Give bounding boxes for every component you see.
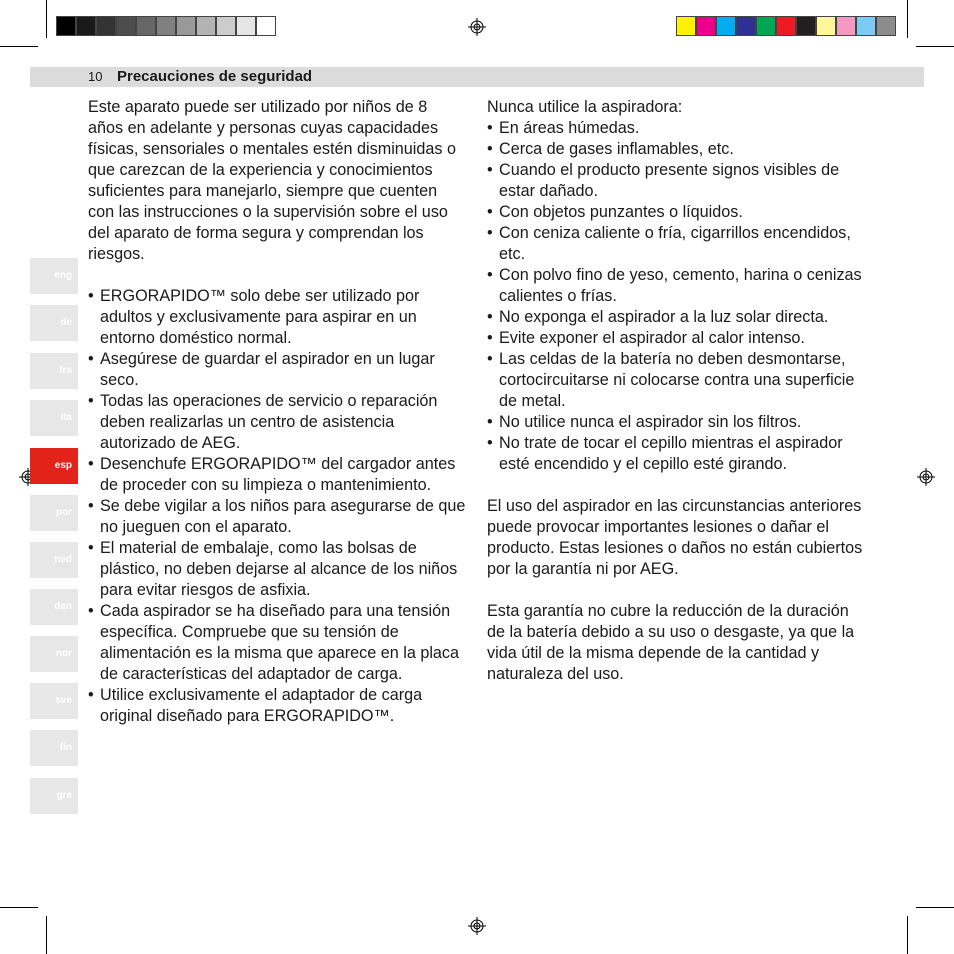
right-bullet-list bbox=[487, 118, 863, 475]
registration-mark-top-icon bbox=[468, 18, 486, 36]
page-title: Precauciones de seguridad bbox=[117, 68, 313, 85]
grayscale-color-bar bbox=[56, 16, 276, 38]
left-column bbox=[88, 97, 466, 727]
language-tab-eng[interactable]: eng bbox=[30, 258, 78, 294]
color-swatch bbox=[216, 16, 236, 36]
color-swatch bbox=[156, 16, 176, 36]
page-number: 10 bbox=[88, 69, 103, 84]
crop-mark-br-h bbox=[916, 907, 954, 908]
right-paragraph-1: El uso del aspirador en las circunstancias anteriores puede provocar importantes lesiones o dañar el producto. Estas lesiones o daños no están cubiertos por la garantía ni por AEG. bbox=[487, 497, 863, 578]
language-tab-por[interactable]: por bbox=[30, 495, 78, 531]
color-swatch bbox=[136, 16, 156, 36]
language-tab-sve[interactable]: sve bbox=[30, 683, 78, 719]
list-item: • Con polvo fino de yeso, cemento, harina o cenizas calientes o frías. bbox=[487, 265, 863, 307]
color-swatch bbox=[236, 16, 256, 36]
list-item: • Asegúrese de guardar el aspirador en un lugar seco. bbox=[88, 349, 466, 391]
list-item: • Cuando el producto presente signos visibles de estar dañado. bbox=[487, 160, 863, 202]
crop-mark-br-v bbox=[907, 916, 908, 954]
list-item: • Con objetos punzantes o líquidos. bbox=[487, 202, 863, 223]
color-swatch bbox=[196, 16, 216, 36]
color-swatch bbox=[176, 16, 196, 36]
color-swatch bbox=[116, 16, 136, 36]
color-swatch bbox=[96, 16, 116, 36]
list-item: • Se debe vigilar a los niños para asegurarse de que no jueguen con el aparato. bbox=[88, 496, 466, 538]
crop-mark-tr-v bbox=[907, 0, 908, 38]
list-item: • Las celdas de la batería no deben desmontarse, cortocircuitarse ni colocarse contra una superficie de metal. bbox=[487, 349, 863, 412]
color-swatch bbox=[756, 16, 776, 36]
list-item: • Utilice exclusivamente el adaptador de carga original diseñado para ERGORAPIDO™. bbox=[88, 685, 466, 727]
left-bullet-list bbox=[88, 286, 466, 727]
crop-mark-tl-v bbox=[46, 0, 47, 38]
language-tab-de[interactable]: de bbox=[30, 305, 78, 341]
color-swatch bbox=[856, 16, 876, 36]
list-item: • No exponga el aspirador a la luz solar directa. bbox=[487, 307, 863, 328]
list-item: • Desenchufe ERGORAPIDO™ del cargador antes de proceder con su limpieza o mantenimiento. bbox=[88, 454, 466, 496]
crop-mark-bl-v bbox=[46, 916, 47, 954]
list-item: • Cerca de gases inflamables, etc. bbox=[487, 139, 863, 160]
right-paragraph-2: Esta garantía no cubre la reducción de la duración de la batería debido a su uso o desgaste, ya que la vida útil de la misma depende de la cantidad y naturaleza del uso. bbox=[487, 602, 855, 683]
registration-mark-bottom-icon bbox=[468, 917, 486, 935]
color-swatch bbox=[736, 16, 756, 36]
color-swatch bbox=[796, 16, 816, 36]
language-tab-fin[interactable]: fin bbox=[30, 730, 78, 766]
color-swatch bbox=[256, 16, 276, 36]
language-tab-fra[interactable]: fra bbox=[30, 353, 78, 389]
list-item: • El material de embalaje, como las bolsas de plástico, no deben dejarse al alcance de los niños para evitar riesgos de asfixia. bbox=[88, 538, 466, 601]
crop-mark-bl-h bbox=[0, 907, 38, 908]
color-swatch bbox=[816, 16, 836, 36]
list-item: • No trate de tocar el cepillo mientras el aspirador esté encendido y el cepillo esté girando. bbox=[487, 433, 863, 475]
cmyk-color-bar bbox=[676, 16, 896, 38]
language-tab-ita[interactable]: ita bbox=[30, 400, 78, 436]
right-column bbox=[487, 97, 863, 685]
language-tab-gre[interactable]: gre bbox=[30, 778, 78, 814]
crop-mark-tl-h bbox=[0, 46, 38, 47]
language-tab-esp[interactable]: esp bbox=[30, 448, 78, 484]
list-item: • En áreas húmedas. bbox=[487, 118, 863, 139]
list-item: • Cada aspirador se ha diseñado para una tensión específica. Compruebe que su tensión de alimentación es la misma que aparece en la placa de características del adaptador de carga. bbox=[88, 601, 466, 685]
color-swatch bbox=[776, 16, 796, 36]
intro-paragraph: Este aparato puede ser utilizado por niños de 8 años en adelante y personas cuyas capacidades físicas, sensoriales o mentales estén disminuidas o que carezcan de la experiencia y conocimientos suficientes para manejarlo, siempre que cuenten con las instrucciones o la supervisión sobre el uso del aparato de forma segura y comprendan los riesgos. bbox=[88, 98, 456, 263]
list-item: • Todas las operaciones de servicio o reparación deben realizarlas un centro de asistencia autorizado de AEG. bbox=[88, 391, 466, 454]
crop-mark-tr-h bbox=[916, 46, 954, 47]
language-tab-ned[interactable]: ned bbox=[30, 542, 78, 578]
list-item: • Evite exponer el aspirador al calor intenso. bbox=[487, 328, 863, 349]
list-item: • Con ceniza caliente o fría, cigarrillos encendidos, etc. bbox=[487, 223, 863, 265]
color-swatch bbox=[876, 16, 896, 36]
color-swatch bbox=[56, 16, 76, 36]
color-swatch bbox=[836, 16, 856, 36]
list-item: • ERGORAPIDO™ solo debe ser utilizado por adultos y exclusivamente para aspirar en un entorno doméstico normal. bbox=[88, 286, 466, 349]
right-intro: Nunca utilice la aspiradora: bbox=[487, 98, 683, 116]
color-swatch bbox=[696, 16, 716, 36]
color-swatch bbox=[76, 16, 96, 36]
registration-mark-right-icon bbox=[917, 468, 935, 486]
list-item: • No utilice nunca el aspirador sin los filtros. bbox=[487, 412, 863, 433]
language-tab-nor[interactable]: nor bbox=[30, 636, 78, 672]
language-tab-dan[interactable]: dan bbox=[30, 589, 78, 625]
color-swatch bbox=[676, 16, 696, 36]
color-swatch bbox=[716, 16, 736, 36]
